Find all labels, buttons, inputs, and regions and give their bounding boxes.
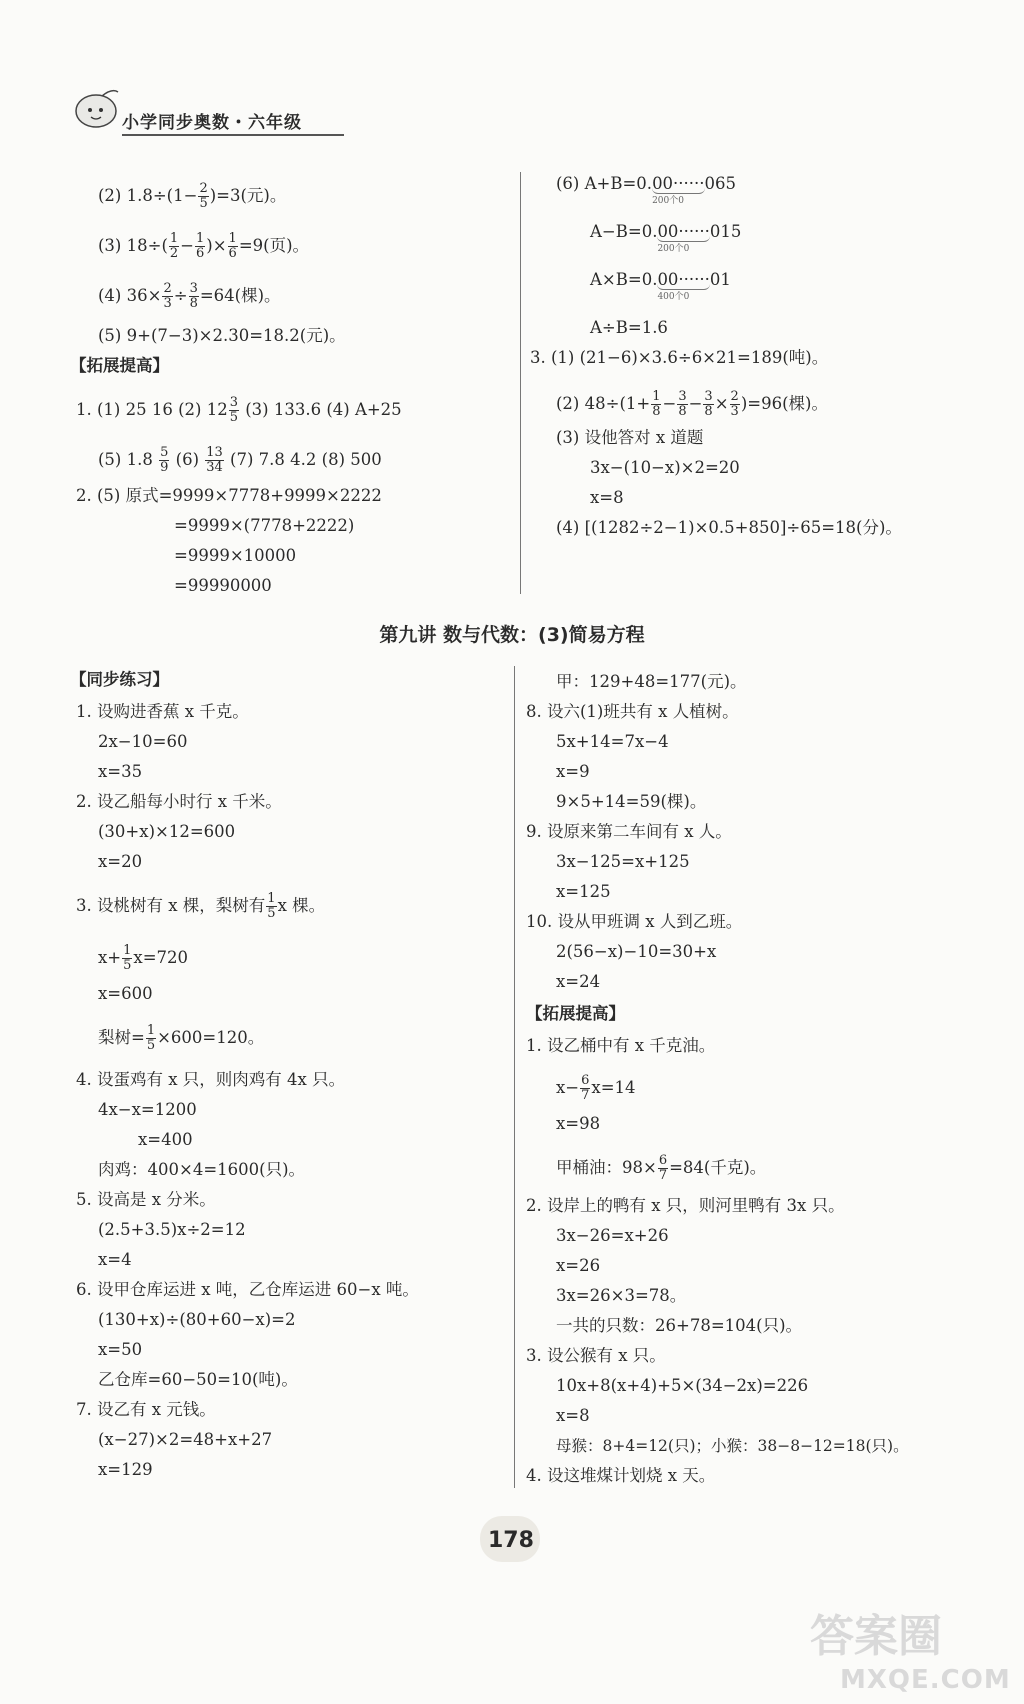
- answer-line: 4. 设这堆煤计划烧 x 天。: [526, 1466, 716, 1485]
- answer-line: 5. 设高是 x 分米。: [76, 1190, 216, 1209]
- answer-line: 2x−10=60: [98, 732, 188, 751]
- answer-line: A×B=0.00······ 400个0 01: [590, 270, 731, 302]
- answer-line: x=98: [556, 1114, 601, 1133]
- answer-line: (2) 1.8÷(1− $\frac{2}{5}$ )=3(元)。: [98, 181, 287, 211]
- answer-line: 7. 设乙有 x 元钱。: [76, 1400, 216, 1419]
- answer-line: 2. (5) 原式=9999×7778+9999×2222: [76, 486, 382, 505]
- answer-line: (4) [(1282÷2−1)×0.5+850]÷65=18(分)。: [556, 518, 902, 537]
- answer-line: (4) 36× $\frac{2}{3}$ ÷ $\frac{3}{8}$ =64(棵)。: [98, 281, 281, 311]
- answer-line: 3x−(10−x)×2=20: [590, 458, 740, 477]
- answer-line: x=20: [98, 852, 143, 871]
- answer-line: 肉鸡：400×4=1600(只)。: [98, 1160, 306, 1179]
- answer-line: x− $\frac{6}{7}$ x=14: [556, 1073, 636, 1103]
- answer-line: 3. 设桃树有 x 棵，梨树有 $\frac{1}{5}$ x 棵。: [76, 891, 326, 921]
- answer-line: (5) 1.8 $\frac{5}{9}$ (6) $\frac{13}{34}$ (7) 7.8 4.2 (8) 500: [98, 445, 382, 475]
- book-title: 小学同步奥数・六年级: [122, 113, 302, 133]
- answer-line: 6. 设甲仓库运进 x 吨，乙仓库运进 60−x 吨。: [76, 1280, 419, 1299]
- answer-line: 3x−26=x+26: [556, 1226, 669, 1245]
- answer-line: =9999×10000: [174, 546, 297, 565]
- answer-line: x=50: [98, 1340, 143, 1359]
- answer-line: 3x−125=x+125: [556, 852, 690, 871]
- cartoon-face-icon: [72, 86, 124, 130]
- answer-line: (2) 48÷(1+ $\frac{1}{8}$ − $\frac{3}{8}$ − $\frac{3}{8}$ × $\frac{2}{3}$ )=96(棵)。: [556, 389, 828, 419]
- answer-line: x=9: [556, 762, 590, 781]
- answer-line: 母猴：8+4=12(只)；小猴：38−8−12=18(只)。: [556, 1437, 909, 1455]
- book-header: [72, 80, 342, 138]
- answer-line: x=4: [98, 1250, 132, 1269]
- answer-line: 3. 设公猴有 x 只。: [526, 1346, 666, 1365]
- section-heading: 【拓展提高】: [526, 1004, 625, 1023]
- answer-line: 10. 设从甲班调 x 人到乙班。: [526, 912, 743, 931]
- answer-line: (3) 设他答对 x 道题: [556, 428, 704, 447]
- answer-line: x=400: [138, 1130, 193, 1149]
- answer-line: 梨树= $\frac{1}{5}$ ×600=120。: [98, 1023, 265, 1053]
- answer-line: (5) 9+(7−3)×2.30=18.2(元)。: [98, 326, 346, 345]
- answer-line: 乙仓库=60−50=10(吨)。: [98, 1370, 298, 1389]
- answer-line: x=129: [98, 1460, 153, 1479]
- answer-line: 4x−x=1200: [98, 1100, 197, 1119]
- answer-line: 2(56−x)−10=30+x: [556, 942, 717, 961]
- answer-line: 1. (1) 25 16 (2) 12 $\frac{3}{5}$ (3) 133.6 (4) A+25: [76, 395, 402, 425]
- answer-line: 1. 设乙桶中有 x 千克油。: [526, 1036, 716, 1055]
- answer-line: =99990000: [174, 576, 272, 595]
- answer-line: 10x+8(x+4)+5×(34−2x)=226: [556, 1376, 809, 1395]
- section-heading: 【同步练习】: [70, 670, 169, 689]
- answer-line: =9999×(7778+2222): [174, 516, 355, 535]
- answer-line: (30+x)×12=600: [98, 822, 236, 841]
- answer-line: 2. 设乙船每小时行 x 千米。: [76, 792, 282, 811]
- answer-line: x=24: [556, 972, 601, 991]
- answer-line: (3) 18÷( $\frac{1}{2}$ − $\frac{1}{6}$ )× $\frac{1}{6}$ =9(页)。: [98, 231, 310, 261]
- answer-line: 4. 设蛋鸡有 x 只，则肉鸡有 4x 只。: [76, 1070, 346, 1089]
- answer-line: x=35: [98, 762, 143, 781]
- column-divider-bottom: [514, 666, 515, 1488]
- answer-line: x=8: [556, 1406, 590, 1425]
- column-divider-top: [520, 172, 521, 594]
- answer-line: 8. 设六(1)班共有 x 人植树。: [526, 702, 739, 721]
- answer-line: 甲桶油：98× $\frac{6}{7}$ =84(千克)。: [556, 1153, 767, 1183]
- answer-line: 3x=26×3=78。: [556, 1286, 687, 1305]
- answer-line: 2. 设岸上的鸭有 x 只，则河里鸭有 3x 只。: [526, 1196, 845, 1215]
- answer-line: x=600: [98, 984, 153, 1003]
- fraction: $\frac{2}{5}$: [199, 181, 208, 211]
- answer-line: A÷B=1.6: [590, 318, 668, 337]
- answer-line: 5x+14=7x−4: [556, 732, 669, 751]
- watermark-logo: 答案圈: [810, 1611, 942, 1662]
- answer-line: (2.5+3.5)x÷2=12: [98, 1220, 246, 1239]
- answer-line: x=125: [556, 882, 611, 901]
- answer-line: 1. 设购进香蕉 x 千克。: [76, 702, 249, 721]
- answer-line: (130+x)÷(80+60−x)=2: [98, 1310, 296, 1329]
- answer-line: A−B=0.00······ 200个0 015: [590, 222, 742, 254]
- answer-line: 9. 设原来第二车间有 x 人。: [526, 822, 732, 841]
- watermark-url: MXQE.COM: [840, 1665, 1011, 1695]
- answer-line: 甲：129+48=177(元)。: [556, 672, 747, 691]
- answer-line: (x−27)×2=48+x+27: [98, 1430, 273, 1449]
- header-rule: [122, 134, 344, 136]
- answer-line: 一共的只数：26+78=104(只)。: [556, 1316, 803, 1335]
- page-number: 178: [488, 1528, 534, 1553]
- answer-line: x=26: [556, 1256, 601, 1275]
- answer-line: x+ $\frac{1}{5}$ x=720: [98, 943, 189, 973]
- section-heading: 【拓展提高】: [70, 356, 169, 375]
- answer-line: x=8: [590, 488, 624, 507]
- answer-line: 3. (1) (21−6)×3.6÷6×21=189(吨)。: [530, 348, 829, 367]
- chapter-title: 第九讲 数与代数：(3)简易方程: [379, 624, 645, 646]
- answer-line: 9×5+14=59(棵)。: [556, 792, 707, 811]
- answer-line: (6) A+B=0.00······ 200个0 065: [556, 174, 737, 206]
